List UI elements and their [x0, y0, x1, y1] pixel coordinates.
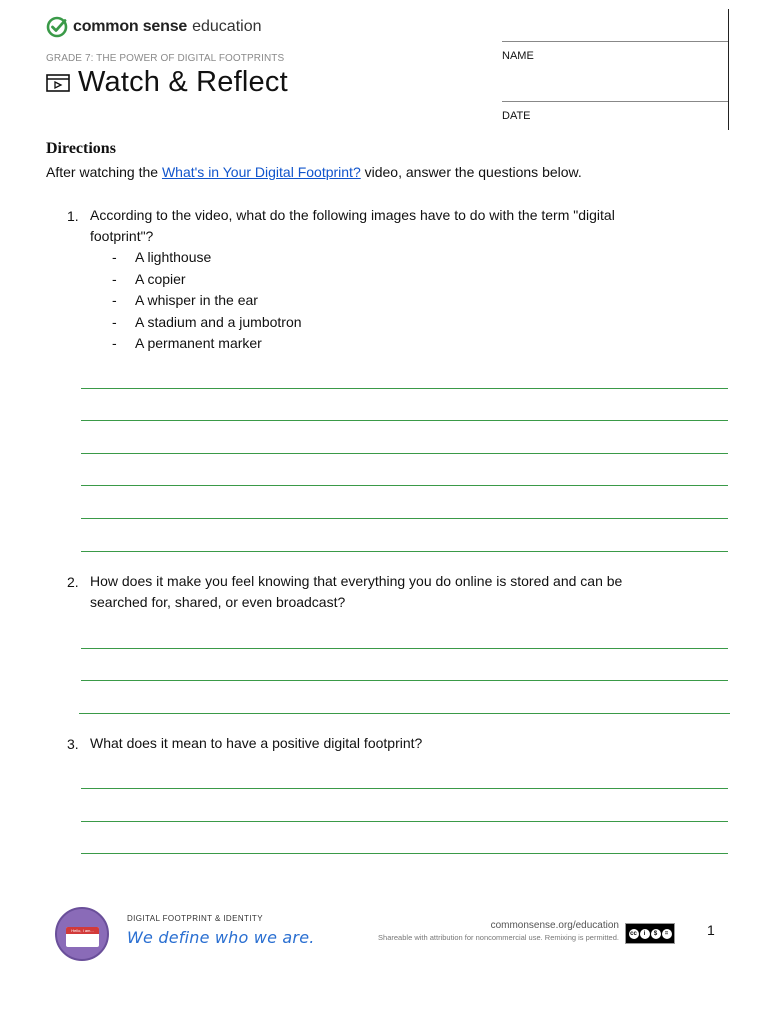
footer-url: commonsense.org/education [490, 920, 619, 931]
creative-commons-icon: cc i $ = [625, 923, 675, 944]
footer-license-text: Shareable with attribution for noncommercial use. Remixing is permitted. [378, 933, 619, 942]
grade-line: GRADE 7: THE POWER OF DIGITAL FOOTPRINTS [46, 53, 285, 64]
name-tag-label: Hello, I am... [66, 927, 99, 934]
answer-line[interactable] [81, 485, 728, 486]
question-3-number: 3. [67, 736, 79, 752]
directions-intro [46, 164, 582, 180]
question-1-line-2: footprint"? [90, 228, 154, 244]
answer-line[interactable] [79, 713, 730, 714]
question-2-number: 2. [67, 574, 79, 590]
intro-text-after: video, answer the questions below. [360, 164, 582, 180]
name-tag-card [66, 927, 99, 947]
footer-tagline: We define who we are. [127, 928, 315, 947]
answer-line[interactable] [81, 551, 728, 552]
answer-line[interactable] [81, 518, 728, 519]
answer-line[interactable] [81, 648, 728, 649]
question-1-line-1: According to the video, what do the following images have to do with the term "digital [90, 207, 615, 223]
title-row [46, 66, 288, 99]
answer-line[interactable] [81, 388, 728, 389]
list-item: - A whisper in the ear [112, 292, 258, 308]
name-line [502, 41, 728, 42]
answer-line[interactable] [81, 788, 728, 789]
answer-line[interactable] [81, 420, 728, 421]
directions-heading: Directions [46, 140, 116, 157]
name-date-box [502, 9, 729, 130]
question-3-line-1: What does it mean to have a positive digital footprint? [90, 735, 423, 751]
question-2-text [90, 571, 730, 613]
brand-subname: education [192, 18, 262, 35]
list-item: - A copier [112, 270, 186, 287]
video-icon [46, 74, 70, 92]
checkmark-icon [46, 16, 68, 38]
list-item: - A permanent marker [112, 335, 262, 351]
common-sense-logo [46, 16, 261, 38]
video-link[interactable]: What's in Your Digital Footprint? [161, 164, 361, 180]
footer-badge-icon [55, 907, 109, 961]
footer-subtitle: DIGITAL FOOTPRINT & IDENTITY [127, 914, 263, 923]
page-number: 1 [707, 922, 715, 938]
question-2-line-1: How does it make you feel knowing that everything you do online is stored and can be [90, 573, 623, 589]
page-title: Watch & Reflect [78, 66, 288, 98]
answer-line[interactable] [81, 853, 728, 854]
date-line [502, 101, 728, 102]
intro-text-before: After watching the [46, 164, 162, 180]
question-1-number: 1. [67, 208, 79, 224]
question-2-line-2: searched for, shared, or even broadcast? [90, 594, 346, 610]
date-label: DATE [502, 110, 531, 122]
question-3-text [90, 733, 730, 754]
list-item: - A stadium and a jumbotron [112, 313, 302, 330]
question-1-text [90, 205, 730, 247]
question-1-bullets [112, 247, 302, 355]
brand-name: common sense [73, 18, 188, 35]
answer-line[interactable] [81, 680, 728, 681]
answer-line[interactable] [81, 453, 728, 454]
name-label: NAME [502, 50, 534, 62]
list-item: - A lighthouse [112, 249, 212, 265]
answer-line[interactable] [81, 821, 728, 822]
